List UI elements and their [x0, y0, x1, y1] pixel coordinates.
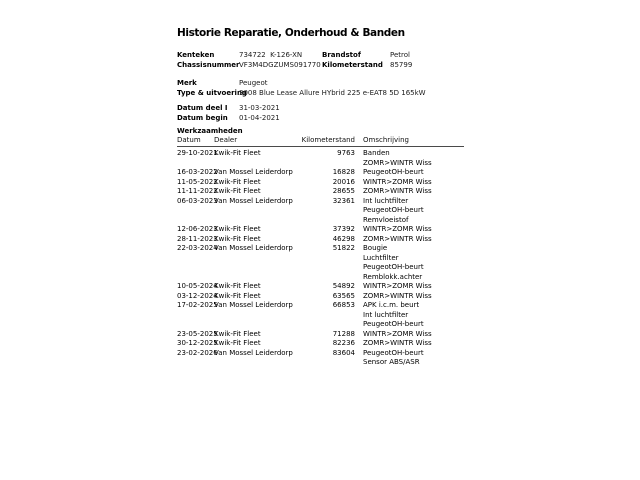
cell-omschrijving: PeugeotOH-beurt [363, 320, 424, 328]
table-row-continuation [177, 254, 464, 264]
cell-datum: 11-05-2022 [177, 177, 218, 186]
cell-kilometerstand [290, 216, 355, 226]
table-row [177, 282, 464, 292]
cell-omschrijving: Int luchtfilter [363, 196, 409, 205]
cell-dealer: Van Mossel Leiderdorp [214, 348, 293, 357]
cell-dealer: Van Mossel Leiderdorp [214, 196, 293, 205]
column-header-dealer: Dealer [214, 136, 238, 144]
table-row [177, 339, 464, 349]
brandstof-label: Brandstof [322, 51, 361, 59]
cell-dealer: Kwik-Fit Fleet [214, 225, 261, 233]
cell-omschrijving: ZOMR>WINTR Wiss [363, 339, 432, 347]
cell-dealer [214, 216, 290, 226]
table-row [177, 301, 464, 311]
cell-dealer: Van Mossel Leiderdorp [214, 244, 293, 252]
cell-datum: 22-03-2024 [177, 244, 218, 252]
table-row [177, 187, 464, 197]
cell-dealer [214, 311, 290, 321]
cell-omschrijving: Int luchtfilter [363, 310, 409, 319]
cell-omschrijving: Remblokk.achter [363, 272, 423, 281]
cell-datum: 11-11-2022 [177, 187, 218, 195]
cell-kilometerstand: 46298 [332, 234, 355, 243]
worksheet-header-row [177, 136, 464, 147]
cell-datum [177, 216, 214, 226]
cell-omschrijving: PeugeotOH-beurt [363, 168, 424, 176]
cell-kilometerstand [290, 254, 355, 264]
cell-dealer: Kwik-Fit Fleet [214, 187, 261, 195]
worksheet-rows [177, 149, 464, 368]
cell-omschrijving: ZOMR>WINTR Wiss [363, 187, 432, 195]
cell-kilometerstand: 20016 [332, 177, 355, 186]
cell-omschrijving: Remvloeistof [363, 215, 409, 224]
cell-datum [177, 263, 214, 273]
cell-kilometerstand: 63565 [332, 291, 355, 300]
cell-datum [177, 358, 214, 368]
cell-kilometerstand: 28655 [332, 187, 355, 195]
cell-dealer: Kwik-Fit Fleet [214, 329, 261, 338]
chassisnummer-label: Chassisnummer [177, 61, 240, 69]
cell-datum: 06-03-2023 [177, 196, 218, 205]
cell-datum [177, 254, 214, 264]
kenteken-label: Kenteken [177, 51, 215, 59]
cell-kilometerstand: 16828 [332, 168, 355, 176]
merk-value: Peugeot [239, 79, 268, 87]
cell-datum: 29-10-2021 [177, 149, 218, 157]
cell-datum: 30-12-2025 [177, 339, 218, 347]
cell-omschrijving: PeugeotOH-beurt [363, 206, 424, 214]
kilometerstand-value: 85799 [390, 61, 413, 69]
cell-datum: 10-05-2024 [177, 282, 218, 290]
cell-omschrijving: ZOMR>WINTR Wiss [363, 291, 432, 300]
cell-omschrijving: ZOMR>WINTR Wiss [363, 158, 432, 167]
cell-omschrijving: Banden [363, 149, 390, 157]
cell-kilometerstand [290, 311, 355, 321]
table-row [177, 178, 464, 188]
table-row [177, 197, 464, 207]
column-header-datum: Datum [177, 136, 201, 144]
cell-dealer [214, 320, 290, 330]
cell-datum: 03-12-2024 [177, 291, 218, 300]
table-row [177, 149, 464, 159]
column-header-kilometerstand: Kilometerstand [301, 136, 355, 144]
cell-dealer [214, 273, 290, 283]
cell-omschrijving: PeugeotOH-beurt [363, 348, 424, 357]
cell-dealer [214, 358, 290, 368]
table-row-continuation [177, 358, 464, 368]
cell-datum [177, 320, 214, 330]
cell-dealer: Kwik-Fit Fleet [214, 339, 261, 347]
cell-datum: 16-03-2022 [177, 168, 218, 176]
cell-kilometerstand: 54892 [332, 282, 355, 290]
table-row [177, 235, 464, 245]
cell-kilometerstand: 32361 [332, 196, 355, 205]
chassisnummer-value: VF3M4DGZUMS091770 [239, 61, 321, 69]
cell-omschrijving: Sensor ABS/ASR [363, 358, 420, 366]
cell-omschrijving: Luchtfilter [363, 253, 399, 262]
cell-omschrijving: WINTR>ZOMR Wiss [363, 225, 432, 233]
cell-omschrijving: WINTR>ZOMR Wiss [363, 177, 432, 186]
cell-dealer: Kwik-Fit Fleet [214, 234, 261, 243]
cell-kilometerstand: 66853 [332, 301, 355, 309]
cell-dealer: Van Mossel Leiderdorp [214, 301, 293, 309]
datum-begin-label: Datum begin [177, 114, 228, 122]
cell-dealer [214, 206, 290, 216]
cell-dealer: Kwik-Fit Fleet [214, 177, 261, 186]
type-uitvoering-value: 3008 Blue Lease Allure HYbrid 225 e-EAT8 5D 165kW [239, 89, 426, 97]
cell-dealer: Kwik-Fit Fleet [214, 291, 261, 300]
kenteken-value: 734722 K-126-XN [239, 51, 303, 59]
cell-dealer [214, 254, 290, 264]
cell-dealer: Kwik-Fit Fleet [214, 149, 261, 157]
cell-omschrijving: ZOMR>WINTR Wiss [363, 234, 432, 243]
table-row [177, 349, 464, 359]
cell-kilometerstand: 83604 [332, 348, 355, 357]
cell-datum: 23-02-2026 [177, 348, 218, 357]
cell-datum [177, 273, 214, 283]
type-uitvoering-label: Type & uitvoering [177, 89, 247, 97]
cell-dealer [214, 159, 290, 169]
kilometerstand-label: Kilometerstand [322, 61, 383, 69]
cell-omschrijving: WINTR>ZOMR Wiss [363, 329, 432, 338]
cell-datum: 17-02-2025 [177, 301, 218, 309]
table-row-continuation [177, 159, 464, 169]
cell-kilometerstand: 71288 [332, 329, 355, 338]
merk-label: Merk [177, 79, 197, 87]
cell-kilometerstand [290, 263, 355, 273]
cell-kilometerstand: 82236 [332, 339, 355, 347]
table-row-continuation [177, 216, 464, 226]
table-row-continuation [177, 206, 464, 216]
cell-omschrijving: Bougie [363, 244, 388, 252]
cell-kilometerstand [290, 320, 355, 330]
table-row-continuation [177, 320, 464, 330]
cell-datum [177, 311, 214, 321]
cell-kilometerstand [290, 358, 355, 368]
table-row [177, 225, 464, 235]
table-row [177, 244, 464, 254]
cell-dealer [214, 263, 290, 273]
cell-datum: 12-06-2023 [177, 225, 218, 233]
table-row-continuation [177, 311, 464, 321]
cell-omschrijving: PeugeotOH-beurt [363, 263, 424, 271]
cell-kilometerstand [290, 206, 355, 216]
cell-kilometerstand: 9763 [337, 149, 355, 157]
table-row [177, 330, 464, 340]
datum-begin-value: 01-04-2021 [239, 114, 280, 122]
cell-kilometerstand: 51822 [332, 244, 355, 252]
cell-kilometerstand: 37392 [332, 225, 355, 233]
cell-dealer: Kwik-Fit Fleet [214, 282, 261, 290]
table-row [177, 168, 464, 178]
cell-datum [177, 206, 214, 216]
datum-deel1-label: Datum deel I [177, 104, 228, 112]
cell-kilometerstand [290, 273, 355, 283]
cell-datum: 28-11-2023 [177, 234, 218, 243]
worksheet-table [177, 136, 464, 368]
worksheet-heading: Werkzaamheden [177, 127, 243, 135]
table-row-continuation [177, 273, 464, 283]
datum-deel1-value: 31-03-2021 [239, 104, 280, 112]
cell-datum [177, 159, 214, 169]
cell-omschrijving: WINTR>ZOMR Wiss [363, 282, 432, 290]
brandstof-value: Petrol [390, 51, 410, 59]
table-row-continuation [177, 263, 464, 273]
cell-dealer: Van Mossel Leiderdorp [214, 168, 293, 176]
cell-datum: 23-05-2025 [177, 329, 218, 338]
cell-omschrijving: APK i.c.m. beurt [363, 301, 420, 309]
cell-kilometerstand [290, 159, 355, 169]
column-header-omschrijving: Omschrijving [363, 136, 409, 144]
page-title: Historie Reparatie, Onderhoud & Banden [177, 27, 405, 39]
table-row [177, 292, 464, 302]
